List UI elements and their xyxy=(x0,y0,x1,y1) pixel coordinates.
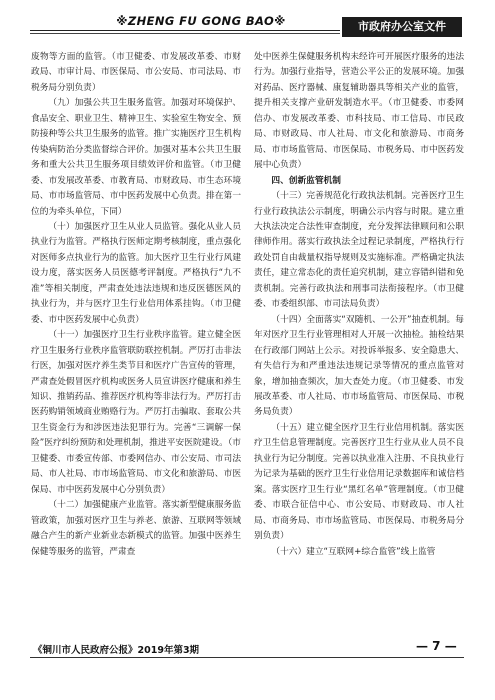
left-column xyxy=(31,50,241,630)
paragraph: 处中医养生保健服务机构未经许可开展医疗服务的违法行为。加强行业指导，营造公平公正的发展环境。加强对药品、医疗器械、康复辅助器具等相关产业的监管，提升相关支撑产业研发制造水平。（市卫健委、市委网信办、市发展改革委、市科技局、市工信局、市民政局、市财政局、市人社局、市文化和旅游局、市商务局、市市场监管局、市医保局、市税务局、市中医药发展中心负责） xyxy=(254,52,464,171)
paragraph: （十四）全面落实“双随机、一公开”抽查机制。每年对医疗卫生行业管理相对人开展一次抽检。抽检结果在行政部门网站上公示。对投诉举报多、安全隐患大、有失信行为和严重违法违规记录等情况的重点监管对象，增加抽查频次，加大查处力度。（市卫健委、市发展改革委、市人社局、市市场监管局、市医保局、市税务局负责） xyxy=(254,314,464,418)
paragraph: （十五）建立健全医疗卫生行业信用机制。落实医疗卫生信息管理制度。完善医疗卫生行业从业人员不良执业行为记分制度。完善以执业准入注册、不良执业行为记录为基础的医疗卫生行业信用记录数据库和诚信档案。落实医疗卫生行业“黑红名单”管理制度。（市卫健委、市联合征信中心、市公安局、市财政局、市人社局、市商务局、市市场监管局、市医保局、市税务局分别负责） xyxy=(254,422,464,542)
right-column xyxy=(254,50,464,630)
paragraph: （十六）建立“互联网+综合监管”线上监管 xyxy=(271,546,436,557)
footer-rule xyxy=(30,657,464,658)
paragraph: （十二）加强健康产业监管。落实新型健康服务监管政策，加强对医疗卫生与养老、旅游、互联网等领域融合产生的新产业新业态新模式的监管。加强中医养生保健等服务的监管，严肃查 xyxy=(31,500,241,557)
page-header xyxy=(0,0,495,44)
footer-publication: 《铜川市人民政府公报》2019年第3期 xyxy=(33,645,200,656)
header-rule xyxy=(30,30,340,31)
paragraph: （九）加强公共卫生服务监管。加强对环境保护、食品安全、职业卫生、精神卫生、实验室生物安全、预防接种等公共卫生服务的监管。推广实施医疗卫生机构传染病防治分类监督综合评价。加强对基本公共卫生服务和重大公共卫生服务项目绩效评价和监管。（市卫健委、市发展改革委、市教育局、市财政局、市生态环境局、市市场监管局、市中医药发展中心负责。排在第一位的为牵头单位，下同） xyxy=(31,98,241,217)
paragraph: 废物等方面的监管。（市卫健委、市发展改革委、市财政局、市审计局、市医保局、市公安局、市司法局、市税务局分别负责） xyxy=(31,52,241,93)
page-number: — 7 — xyxy=(416,639,457,653)
paragraph: （十一）加强医疗卫生行业秩序监管。建立健全医疗卫生服务行业秩序监管联防联控机制。严厉打击非法行医，加强对医疗养生类节目和医疗广告宣传的管理，严肃查处假冒医疗机构或医务人员宣讲医疗健康和养生知识、推销药品、推荐医疗机构等非法行为。严厉打击医药购销领域商业贿赂行为。严厉打击骗取、套取公共卫生资金行为和涉医违法犯罪行为。完善“三调解一保险”医疗纠纷预防和处理机制，推进平安医院建设。（市卫健委、市委宣传部、市委网信办、市公安局、市司法局、市人社局、市市场监管局、市文化和旅游局、市医保局、市中医药发展中心分别负责） xyxy=(31,330,241,495)
paragraph: （十三）完善规范化行政执法机制。完善医疗卫生行业行政执法公示制度，明确公示内容与时限。建立重大执法决定合法性审查制度，充分发挥法律顾问和公职律师作用。落实行政执法全过程记录制度，严格执行行政处罚自由裁量权指导规则及实施标准。严格确定执法责任，建立常态化的责任追究机制，建立容错纠错和免责机制。完善行政执法和刑事司法衔接程序。（市卫健委、市委组织部、市司法局负责） xyxy=(254,191,464,310)
header-rule-thin xyxy=(30,33,340,34)
paragraph: （十）加强医疗卫生从业人员监管。强化从业人员执业行为监管。严格执行医师定期考核制度，重点强化对医师多点执业行为的监管。加大医疗卫生行业行风建设力度，落实医务人员医德考评制度。严格执行“九不准”等相关制度，严肃查处违法违规和违反医德医风的执业行为，并与医疗卫生行业信用体系挂钩。（市卫健委、市中医药发展中心负责） xyxy=(31,221,241,325)
section-badge: 市政府办公室文件 xyxy=(342,17,462,37)
section-heading: 四、创新监管机制 xyxy=(271,175,341,186)
gazette-title: ※ZHENG FU GONG BAO※ xyxy=(116,14,286,28)
